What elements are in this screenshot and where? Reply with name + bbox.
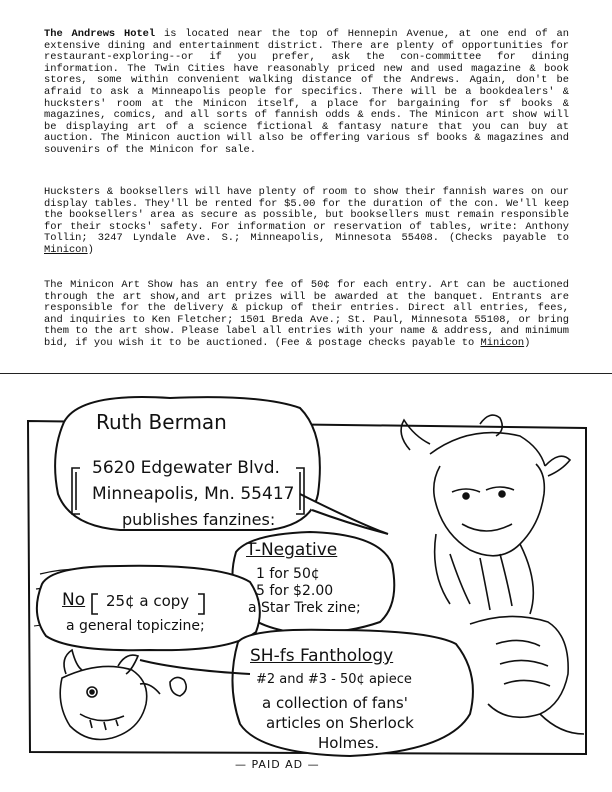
paragraph-hotel-info [44, 29, 569, 157]
paren-close: ) [87, 243, 94, 256]
paragraph-hucksters-text: Hucksters & booksellers will have plenty of room to show their fannish wares on our display tables. They'll be rented for $5.00 for the duration of the con. We'll keep the booksellers' area as secure as possible, but booksellers must remain responsible for their stocks' safety. For information or reservation of tables, write: Anthony Tollin; 3247 Lyndale Ave. S.; Minneapolis, Minnesota 55408. (Checks payable to [44, 186, 569, 245]
fanthology-desc-2: articles on Sherlock [266, 714, 414, 732]
no-title: No [62, 590, 86, 610]
paragraph-hotel-text: is located near the top of Hennepin Avenue, at one end of an extensive dining and entertainment district. There are plenty of opportunities for restaurant-exploring--or if you prefer, ask the con-committee for dining information. The Twin Cities have reasonably priced new and used magazine & book stores, some within convenient walking distance of the Andrews. Again, don't be afraid to ask a Minneapolis people for specifics. There will be a bookdealers' & hucksters' room at the Minicon itself, a place for bargaining for sf books & magazines, comics, and all sorts of fannish odds & ends. The Minicon art show will be displaying art of a science fictional & fantasy nature that you can buy at auction. The Minicon auction will also be offering various sf books & magazines and souvenirs of the Minicon for sale. [44, 28, 569, 156]
address-line-2: Minneapolis, Mn. 55417 [92, 484, 295, 504]
paragraph-hucksters [44, 187, 569, 257]
no-price: 25¢ a copy [106, 592, 190, 610]
address-line-1: 5620 Edgewater Blvd. [92, 458, 280, 478]
hotel-name: The Andrews Hotel [44, 28, 156, 40]
fanthology-price: #2 and #3 - 50¢ apiece [256, 672, 412, 687]
t-negative-desc: a Star Trek zine; [248, 600, 361, 616]
t-negative-title: T-Negative [246, 540, 338, 560]
paid-ad-label: — PAID AD — [235, 758, 320, 771]
fanthology-desc-1: a collection of fans' [262, 694, 408, 712]
fanthology-title: SH-fs Fanthology [250, 646, 394, 666]
paragraph-art-show [44, 280, 569, 350]
ruth-berman-name: Ruth Berman [96, 410, 227, 434]
fanthology-desc-3: Holmes. [318, 734, 380, 752]
t-negative-price-1: 1 for 50¢ [256, 566, 320, 582]
paragraph-art-show-text: The Minicon Art Show has an entry fee of 50¢ for each entry. Art can be auctioned through the art show,and art prizes will be awarded at the banquet. Entrants are responsible for the delivery & pickup of their entries. Direct all entries, fees, and inquiries to Ken Fletcher; 1501 Breda Ave.; St. Paul, Minnesota 55108, or bring them to the art show. Please label all entries with your name & address, and minimum bid, if you wish it to be auctioned. (Fee & postage checks payable to [44, 279, 569, 349]
payee-minicon: Minicon [44, 243, 88, 256]
no-desc: a general topiczine; [66, 618, 205, 634]
publishes-tagline: publishes fanzines: [122, 510, 276, 529]
paren-close: ) [524, 336, 531, 349]
t-negative-price-2: 5 for $2.00 [256, 583, 334, 599]
payee-minicon: Minicon [480, 336, 525, 349]
monster-character [60, 650, 186, 740]
